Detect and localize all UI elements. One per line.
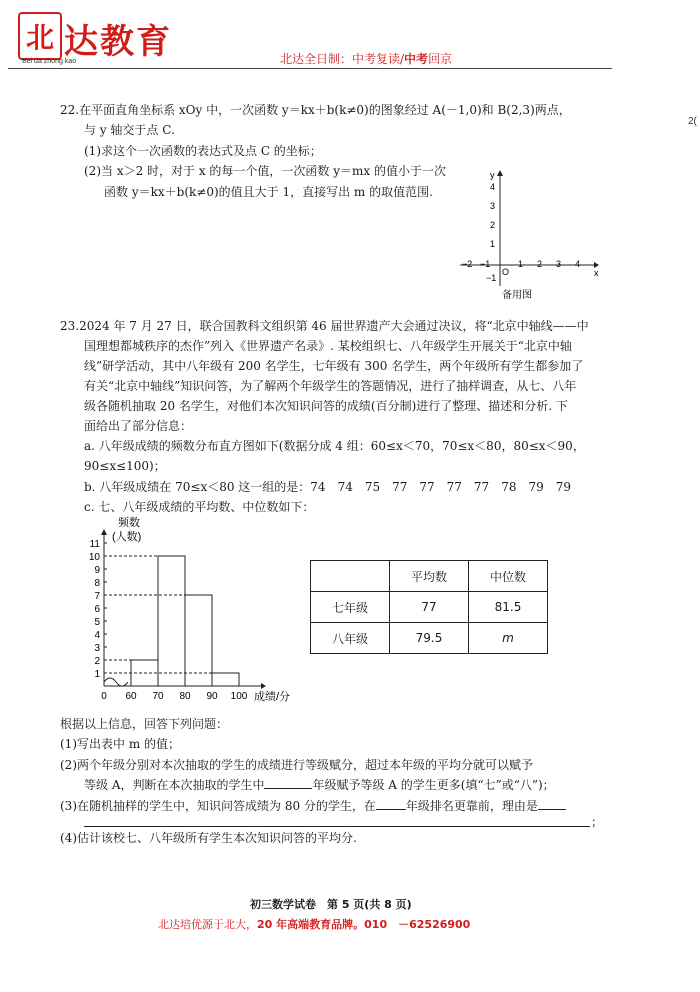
- q22-line2: 与 y 轴交于点 C.: [84, 123, 175, 137]
- table-row: [311, 623, 548, 654]
- q22-line1: 22.在平面直角坐标系 xOy 中，一次函数 y＝kx＋b(k≠0)的图象经过 A(－1,0)和 B(2,3)两点，: [60, 103, 571, 117]
- hist-y-tick-label: 8: [94, 578, 100, 589]
- hist-axis-break-icon: [104, 678, 128, 686]
- q23-p1: 23.2024 年 7 月 27 日，联合国教科文组织第 46 届世界遗产大会通过决议，将“北京中轴线——中: [60, 319, 589, 333]
- hist-y-arrow-icon: [101, 529, 107, 535]
- grid-x-tick: 2: [537, 259, 543, 269]
- grid-y-tick: −1: [486, 273, 497, 283]
- brand-pinyin: Bei da zhong kao: [22, 58, 77, 65]
- table-header-cell: 中位数: [469, 561, 548, 592]
- table-cell: 79.5: [390, 623, 469, 654]
- slogan-part1: 北达全日制：中考复读/: [280, 52, 405, 66]
- q22-sub2b: 函数 y＝kx＋b(k≠0)的值且大于 1，直接写出 m 的取值范围.: [104, 185, 433, 199]
- grid-y-label: y: [490, 170, 495, 180]
- brand-footer: [158, 916, 470, 932]
- s3-mid: 年级排名更靠前，理由是: [405, 799, 538, 813]
- hist-y-tick-label: 1: [94, 669, 100, 680]
- hist-y-tick-label: 9: [94, 565, 100, 576]
- hist-xlabel: 成绩/分: [254, 691, 291, 703]
- hist-x-arrow-icon: [261, 683, 266, 689]
- q23-info: 根据以上信息，回答下列问题：: [60, 717, 229, 731]
- page-footer: 初三数学试卷 第 5 页(共 8 页): [250, 898, 412, 911]
- q23-p5: 级各随机抽取 20 名学生，对他们本次知识问答的成绩(百分制)进行了整理、描述和分析. 下: [84, 399, 568, 413]
- grid-caption: 备用图: [502, 290, 532, 301]
- q23-s1: (1)写出表中 m 的值；: [60, 737, 181, 751]
- q23-p4: 有关“北京中轴线”知识问答，为了解两个年级学生的答题情况，进行了抽样调查，从七、八年: [84, 379, 577, 393]
- hist-ylabel-line2: (人数): [112, 531, 142, 543]
- y-axis-arrow-icon: [497, 170, 503, 176]
- q22-coordinate-grid: [456, 168, 600, 304]
- q23-s4: (4)估计该校七、八年级所有学生本次知识问答的平均分.: [60, 831, 357, 845]
- grid-x-tick: 3: [556, 259, 562, 269]
- hist-x-tick-label: 100: [230, 691, 248, 702]
- s3-end: ；: [591, 815, 604, 829]
- grid-x-tick: −1: [480, 259, 491, 269]
- q23-b: b. 八年级成绩在 70≤x＜80 这一组的是：74 74 75 77 77 77 77 78 79 79: [84, 480, 571, 494]
- q23-s2b: [84, 775, 555, 795]
- table-cell: m: [469, 623, 548, 654]
- grid-origin: O: [502, 267, 510, 277]
- hist-y-tick-label: 11: [89, 539, 100, 550]
- table-cell: 77: [390, 592, 469, 623]
- hist-y-tick-label: 4: [94, 630, 100, 641]
- hist-y-tick-label: 10: [88, 552, 100, 563]
- table-cell: 81.5: [469, 592, 548, 623]
- q22-sub1: (1)求这个一次函数的表达式及点 C 的坐标；: [84, 144, 322, 158]
- grid-x-tick: 4: [575, 259, 581, 269]
- table-cell: 七年级: [311, 592, 390, 623]
- hist-x-tick-label: 60: [125, 691, 137, 702]
- grid-x-label: x: [594, 268, 599, 278]
- hist-x-tick-label: 80: [179, 691, 191, 702]
- hist-bar: [158, 556, 185, 686]
- answer-blank-reason-start[interactable]: [538, 797, 566, 810]
- s3-pre: (3)在随机抽样的学生中，知识问答成绩为 80 分的学生，在: [60, 799, 376, 813]
- brand-footer-a: 北达培优源于北大，: [158, 918, 257, 931]
- hist-y-tick-label: 3: [94, 643, 100, 654]
- hist-y-tick-label: 6: [94, 604, 100, 615]
- slogan-bold: 中考: [404, 52, 429, 66]
- q23-p6: 面给出了部分信息：: [84, 419, 193, 433]
- answer-blank-grade-rank[interactable]: [376, 797, 406, 810]
- grid-y-tick: 3: [490, 201, 496, 211]
- q23-p3: 线”研学活动，其中八年级有 200 名学生，七年级有 300 名学生，两个年级所有学生都参加了: [84, 359, 584, 373]
- brand-name: 达教育: [64, 22, 172, 62]
- hist-x-tick-label: 90: [206, 691, 218, 702]
- q23-c: c. 七、八年级成绩的平均数、中位数如下：: [84, 500, 315, 514]
- table-row: [311, 592, 548, 623]
- answer-blank-reason-line[interactable]: [84, 826, 590, 827]
- header-divider: [8, 68, 612, 69]
- hist-y-tick-label: 7: [94, 591, 100, 602]
- q23-p2: 国理想都城秩序的杰作”列入《世界遗产名录》. 某校组织七、八年级学生开展关于“北京中轴: [84, 339, 572, 353]
- s2b-pre: 等级 A，判断在本次抽取的学生中: [84, 778, 265, 792]
- table-header-row: [311, 561, 548, 592]
- brand-logo-icon: [18, 12, 62, 60]
- side-page-number: 2(: [688, 116, 697, 127]
- slogan-part2: 回京: [428, 52, 453, 66]
- frequency-histogram: [84, 516, 314, 708]
- q23-s3: [60, 796, 566, 816]
- logo-char: 北: [25, 21, 54, 54]
- q23-a1: a. 八年级成绩的频数分布直方图如下(数据分成 4 组：60≤x＜70，70≤x＜80，80≤x＜90，: [84, 439, 585, 453]
- hist-bar: [212, 673, 239, 686]
- table-cell: 八年级: [311, 623, 390, 654]
- stats-table: [310, 560, 548, 654]
- grid-y-tick: 4: [490, 182, 496, 192]
- brand-footer-b: 20 年高端教育品牌: [257, 918, 354, 931]
- brand-footer-c: 。010 －62526900: [353, 918, 471, 931]
- table-header-cell: 平均数: [390, 561, 469, 592]
- hist-bar: [185, 595, 212, 686]
- q22-sub2a: (2)当 x＞2 时，对于 x 的每一个值，一次函数 y＝mx 的值小于一次: [84, 164, 446, 178]
- table-header-cell: [311, 561, 390, 592]
- s2b-post: 年级赋予等级 A 的学生更多(填“七”或“八”)；: [312, 778, 555, 792]
- hist-y-tick-label: 5: [94, 617, 100, 628]
- hist-x-tick-label: 70: [152, 691, 164, 702]
- header-slogan: [280, 50, 452, 67]
- hist-x-tick-label: 0: [101, 691, 107, 702]
- q23-a2: 90≤x≤100)；: [84, 459, 166, 473]
- grid-x-tick: 1: [518, 259, 524, 269]
- grid-y-tick: 1: [490, 239, 496, 249]
- answer-blank-grade-a[interactable]: [264, 776, 312, 789]
- grid-y-tick: 2: [490, 220, 496, 230]
- q23-s2a: (2)两个年级分别对本次抽取的学生的成绩进行等级赋分，超过本年级的平均分就可以赋予: [60, 758, 534, 772]
- hist-ylabel-line1: 频数: [118, 517, 140, 529]
- hist-y-tick-label: 2: [94, 656, 100, 667]
- grid-x-tick: −2: [462, 259, 473, 269]
